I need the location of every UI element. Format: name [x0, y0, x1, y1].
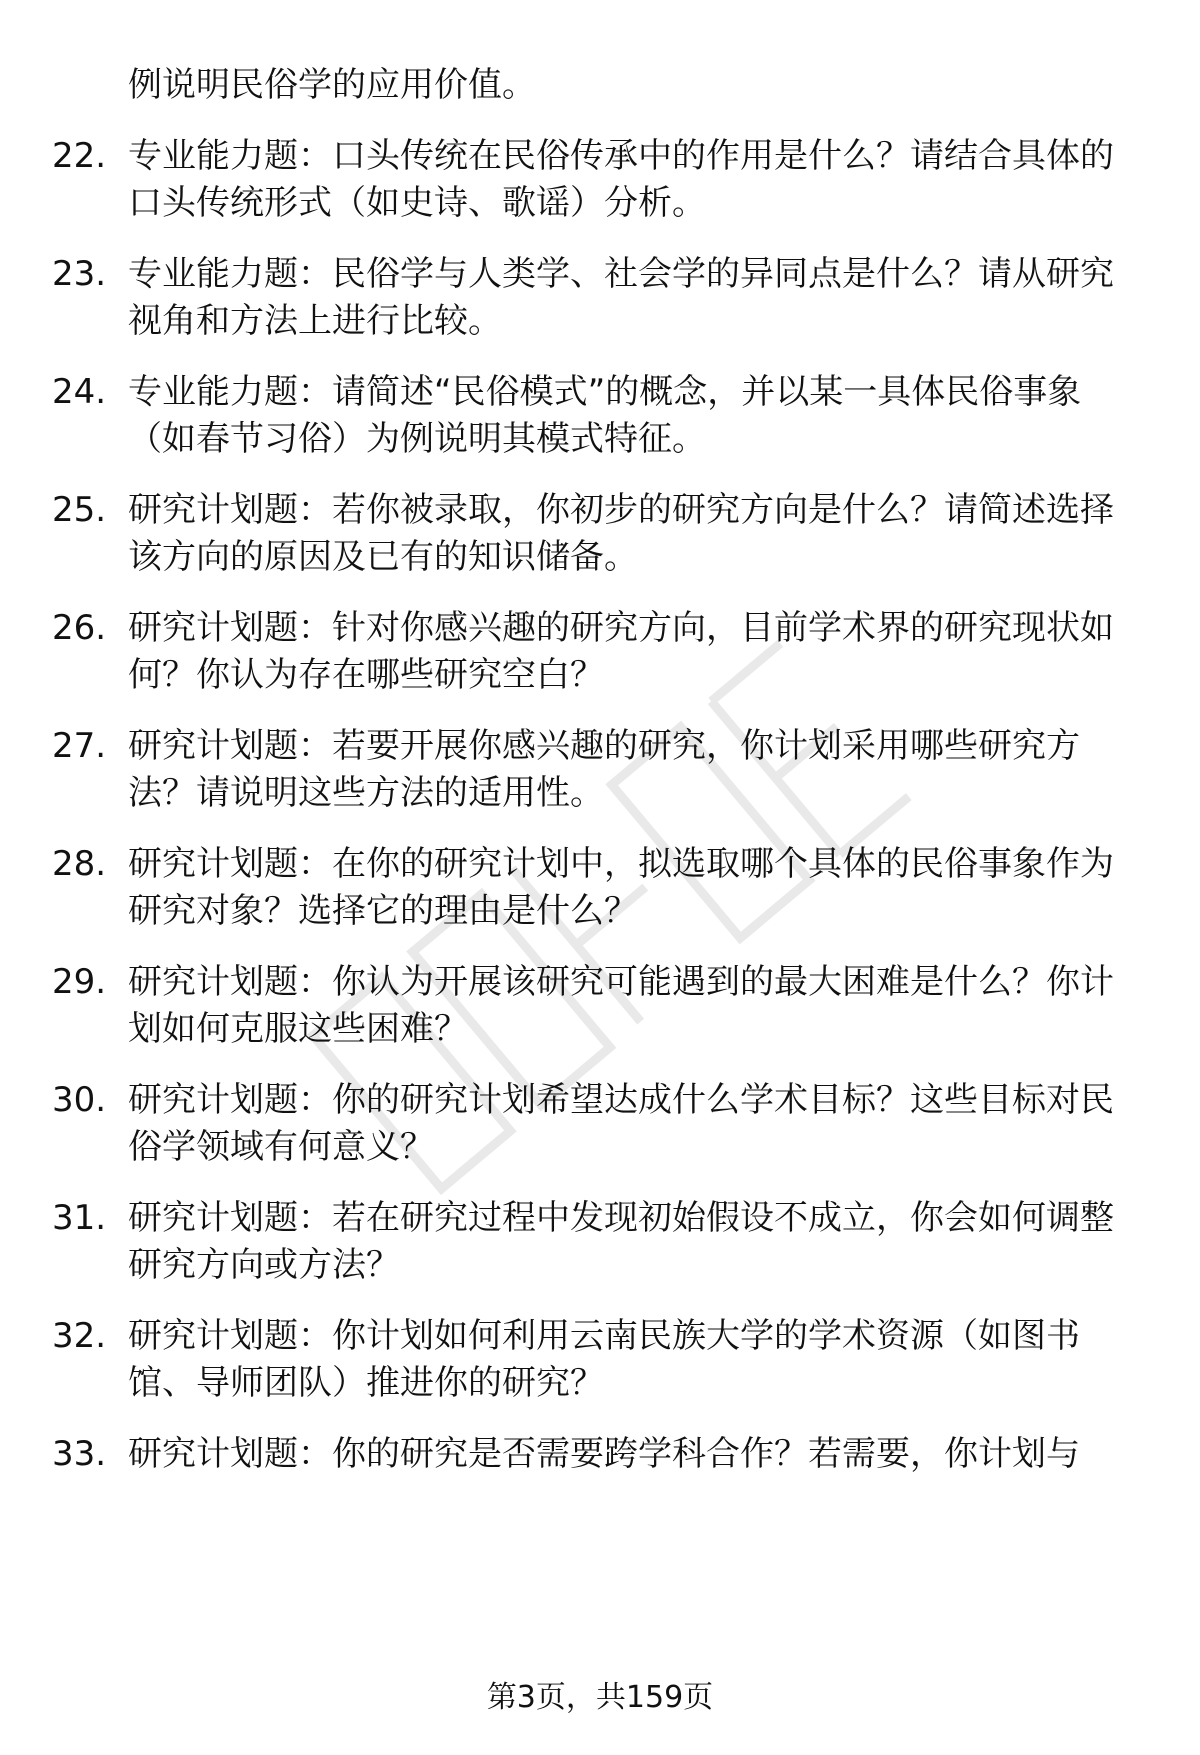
question-item	[52, 369, 1138, 463]
question-text: 研究计划题：你认为开展该研究可能遇到的最大困难是什么？你计划如何克服这些困难？	[128, 962, 1114, 1049]
continuation-text: 例说明民俗学的应用价值。	[128, 65, 536, 105]
question-number: 24.	[52, 372, 107, 412]
question-item	[52, 841, 1138, 935]
page-number-footer: 第3页，共159页	[486, 1680, 714, 1715]
question-number: 28.	[52, 844, 107, 884]
question-item	[52, 1313, 1138, 1407]
question-text: 研究计划题：你的研究计划希望达成什么学术目标？这些目标对民俗学领域有何意义？	[128, 1080, 1114, 1167]
question-number: 31.	[52, 1198, 107, 1238]
question-text: 研究计划题：你计划如何利用云南民族大学的学术资源（如图书馆、导师团队）推进你的研究？	[128, 1316, 1080, 1403]
question-text: 专业能力题：民俗学与人类学、社会学的异同点是什么？请从研究视角和方法上进行比较。	[128, 254, 1114, 341]
question-number: 25.	[52, 490, 107, 530]
question-item	[52, 133, 1138, 227]
question-number: 27.	[52, 726, 107, 766]
question-text: 研究计划题：若在研究过程中发现初始假设不成立，你会如何调整研究方向或方法？	[128, 1198, 1114, 1285]
question-text: 研究计划题：在你的研究计划中，拟选取哪个具体的民俗事象作为研究对象？选择它的理由是什么？	[128, 844, 1114, 931]
question-number: 26.	[52, 608, 107, 648]
question-number: 22.	[52, 136, 107, 176]
question-item	[52, 605, 1138, 699]
question-text: 研究计划题：若你被录取，你初步的研究方向是什么？请简述选择该方向的原因及已有的知识储备。	[128, 490, 1114, 577]
question-item	[52, 251, 1138, 345]
question-number: 33.	[52, 1434, 107, 1474]
question-text: 研究计划题：针对你感兴趣的研究方向，目前学术界的研究现状如何？你认为存在哪些研究空白？	[128, 608, 1114, 695]
question-item	[52, 959, 1138, 1053]
question-text: 研究计划题：若要开展你感兴趣的研究，你计划采用哪些研究方法？请说明这些方法的适用性。	[128, 726, 1080, 813]
question-number: 30.	[52, 1080, 107, 1120]
question-number: 23.	[52, 254, 107, 294]
question-item	[52, 1431, 1138, 1478]
question-text: 研究计划题：你的研究是否需要跨学科合作？若需要，你计划与	[128, 1434, 1080, 1474]
question-number: 29.	[52, 962, 107, 1002]
question-item	[52, 723, 1138, 817]
question-text: 专业能力题：请简述“民俗模式”的概念，并以某一具体民俗事象（如春节习俗）为例说明其模式特征。	[128, 372, 1082, 459]
question-item	[52, 1195, 1138, 1289]
question-number: 32.	[52, 1316, 107, 1356]
question-text: 专业能力题：口头传统在民俗传承中的作用是什么？请结合具体的口头传统形式（如史诗、歌谣）分析。	[128, 136, 1114, 223]
question-item	[52, 487, 1138, 581]
question-item	[52, 1077, 1138, 1171]
